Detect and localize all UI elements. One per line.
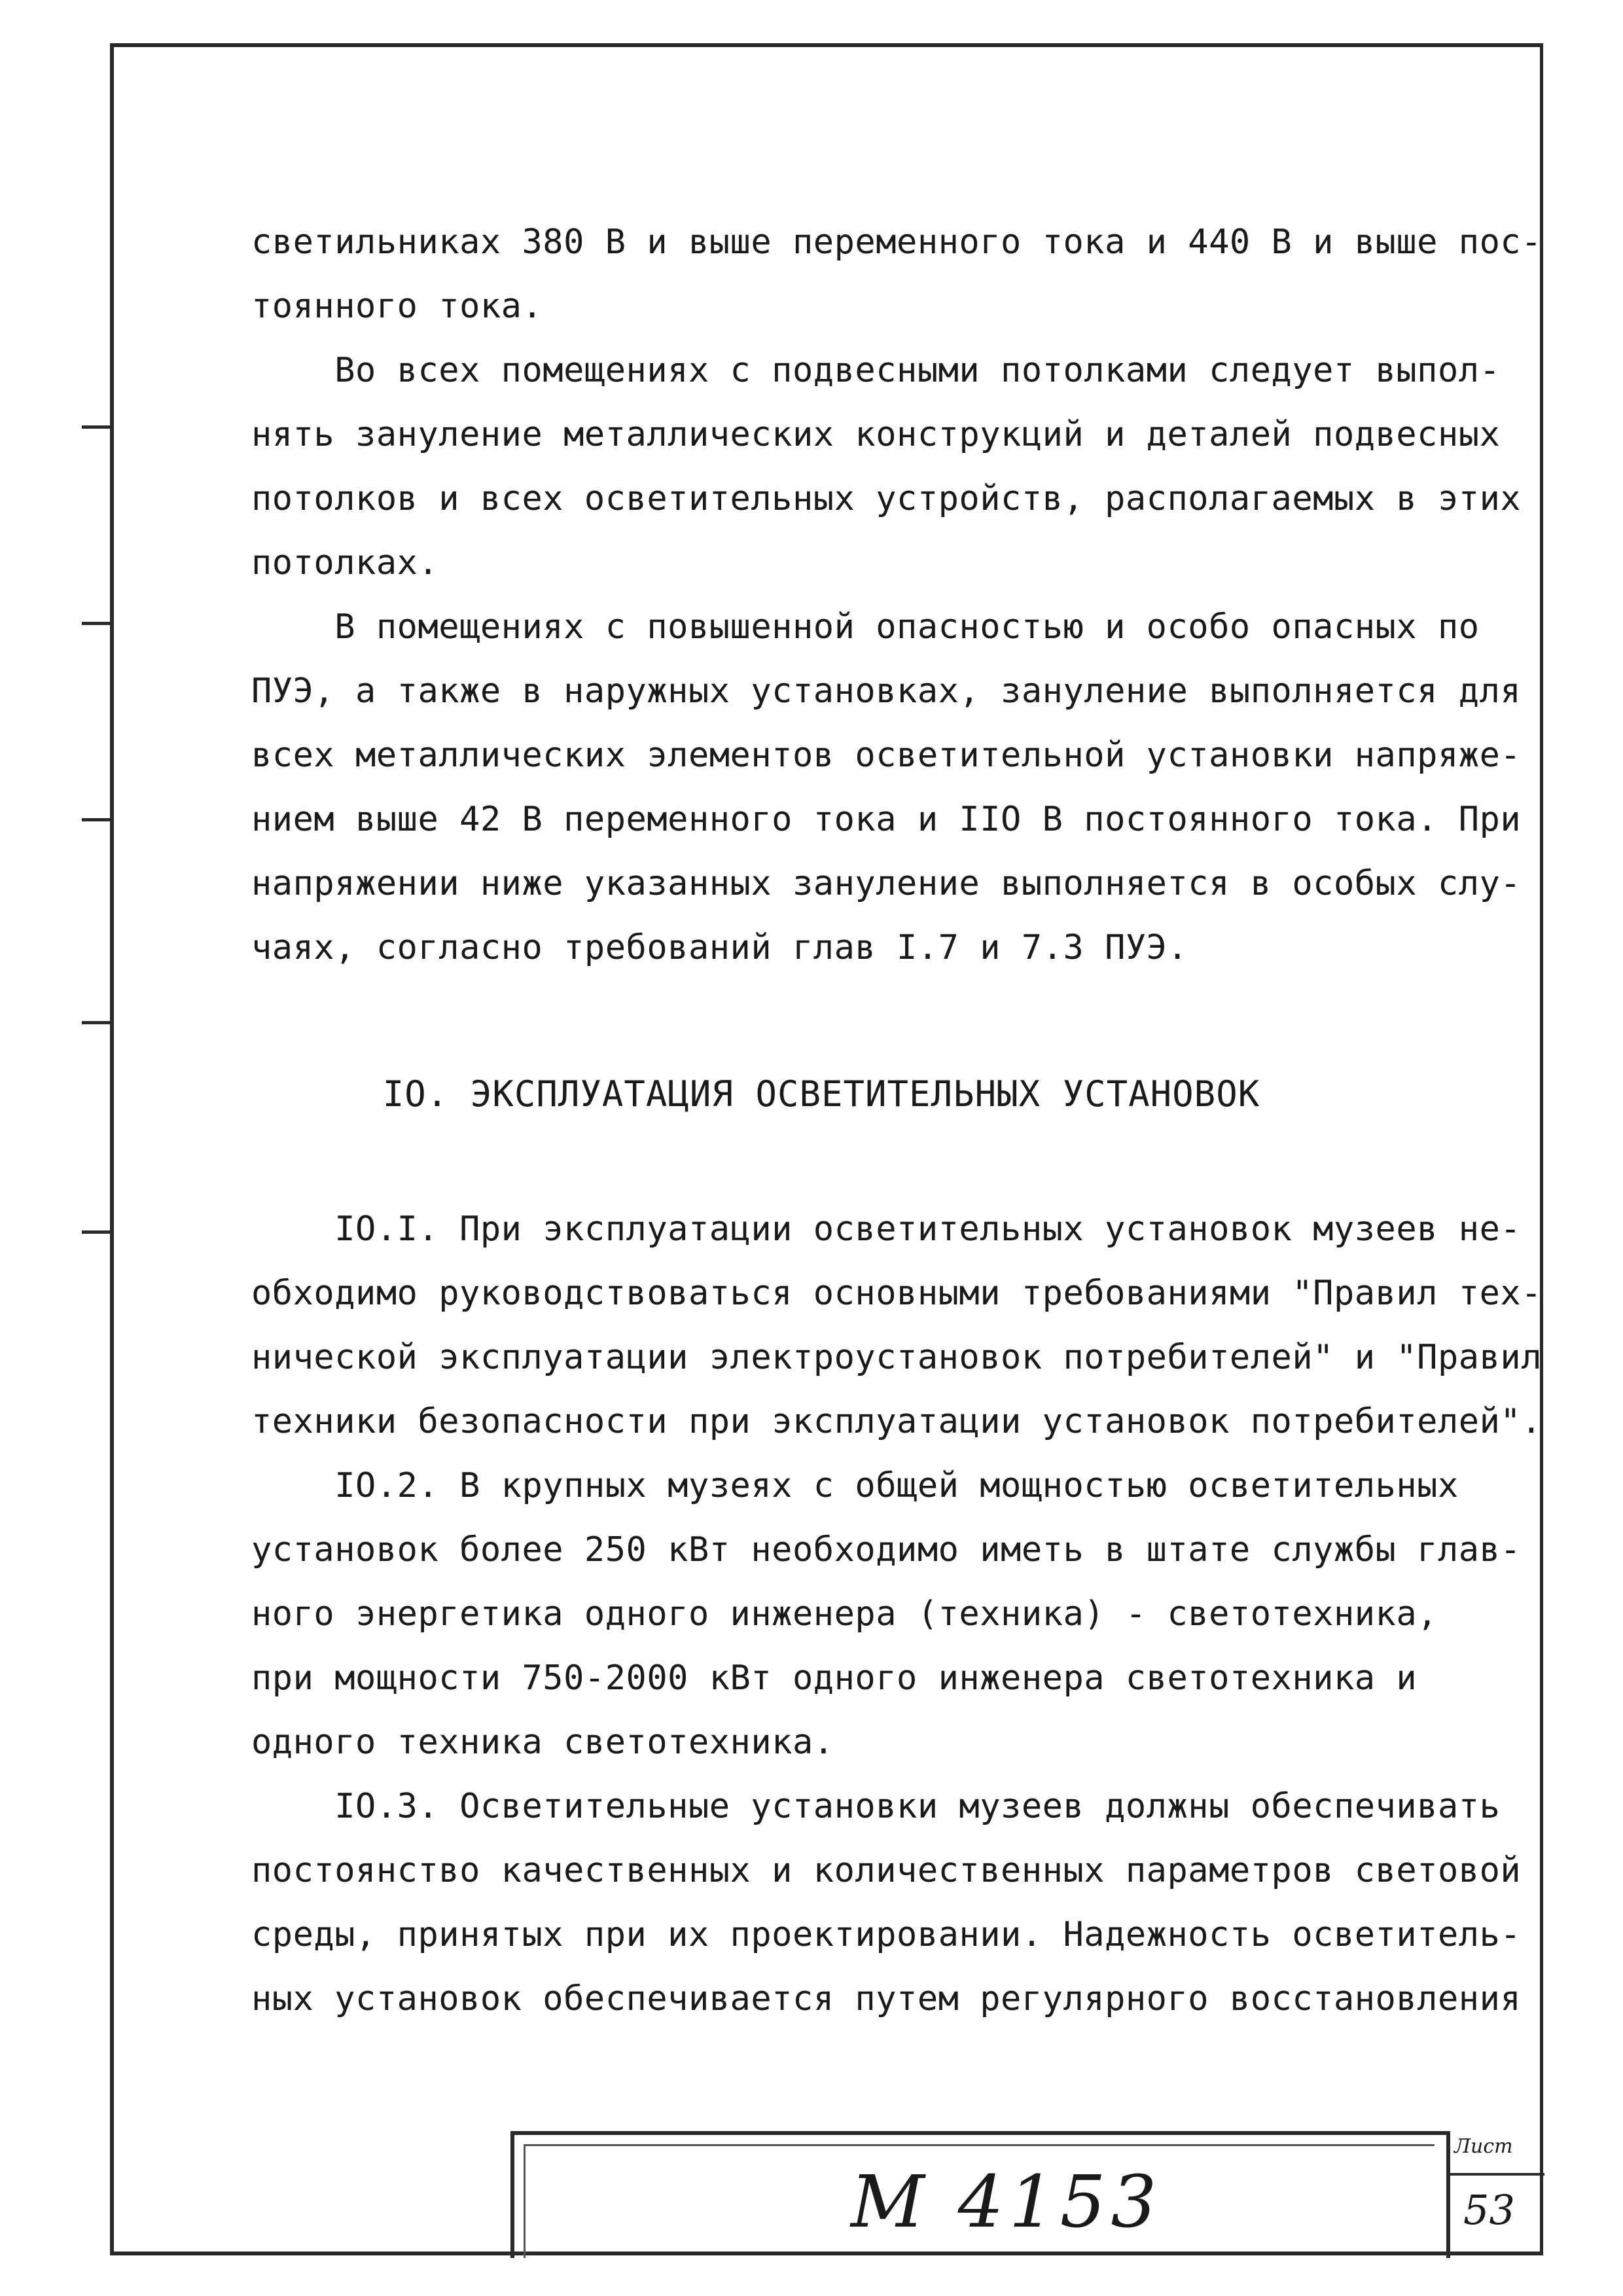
text-line: потолков и всех осветительных устройств, располагаемых в этих bbox=[251, 479, 1522, 518]
text-line: при мощности 750-2000 кВт одного инженера светотехника и bbox=[251, 1659, 1418, 1698]
margin-tick bbox=[82, 622, 112, 625]
margin-tick bbox=[82, 1021, 112, 1024]
text-line: одного техника светотехника. bbox=[251, 1723, 834, 1762]
margin-tick bbox=[82, 425, 112, 429]
text-line: ПУЭ, а также в наружных установках, зануление выполняется для bbox=[251, 672, 1522, 711]
text-line: среды, принятых при их проектировании. Надежность осветитель- bbox=[251, 1915, 1522, 1954]
text-line: светильниках 380 В и выше переменного тока и 440 В и выше пос- bbox=[251, 223, 1543, 262]
text-line: Во всех помещениях с подвесными потолками следует выпол- bbox=[251, 351, 1501, 390]
text-line: установок более 250 кВт необходимо иметь в штате службы глав- bbox=[251, 1530, 1522, 1570]
text-line: чаях, согласно требований глав I.7 и 7.3 ПУЭ. bbox=[251, 928, 1188, 967]
text-line: IO.3. Осветительные установки музеев должны обеспечивать bbox=[251, 1787, 1501, 1826]
text-line: ных установок обеспечивается путем регулярного восстановления bbox=[251, 1979, 1522, 2018]
text-line: IO.I. При эксплуатации осветительных установок музеев не- bbox=[251, 1210, 1522, 1249]
text-line: всех металлических элементов осветительной установки напряже- bbox=[251, 736, 1522, 775]
text-line: нием выше 42 В переменного тока и IIO В постоянного тока. При bbox=[251, 800, 1522, 839]
text-line: В помещениях с повышенной опасностью и особо опасных по bbox=[251, 607, 1480, 647]
margin-tick bbox=[82, 818, 112, 821]
text-line: тоянного тока. bbox=[251, 287, 543, 326]
section-heading: IO. ЭКСПЛУАТАЦИЯ ОСВЕТИТЕЛЬНЫХ УСТАНОВОК bbox=[382, 1073, 1260, 1115]
margin-tick bbox=[82, 1230, 112, 1234]
text-line: техники безопасности при эксплуатации установок потребителей". bbox=[251, 1402, 1543, 1441]
text-line: обходимо руководствоваться основными требованиями "Правил тех- bbox=[251, 1274, 1543, 1313]
text-line: напряжении ниже указанных зануление выполняется в особых слу- bbox=[251, 864, 1522, 903]
text-line: потолках. bbox=[251, 543, 439, 583]
sheet-label: Лист bbox=[1454, 2135, 1513, 2158]
sheet-number: 53 bbox=[1463, 2186, 1515, 2234]
text-line: нять зануление металлических конструкций и деталей подвесных bbox=[251, 415, 1501, 454]
text-line: нической эксплуатации электроустановок потребителей" и "Правил bbox=[251, 1338, 1543, 1377]
text-line: постоянство качественных и количественных параметров световой bbox=[251, 1851, 1522, 1890]
document-number: М 4153 bbox=[851, 2160, 1162, 2244]
text-line: ного энергетика одного инженера (техника) - светотехника, bbox=[251, 1594, 1438, 1634]
sheet-divider bbox=[1446, 2173, 1544, 2176]
text-line: IO.2. В крупных музеях с общей мощностью осветительных bbox=[251, 1466, 1459, 1505]
